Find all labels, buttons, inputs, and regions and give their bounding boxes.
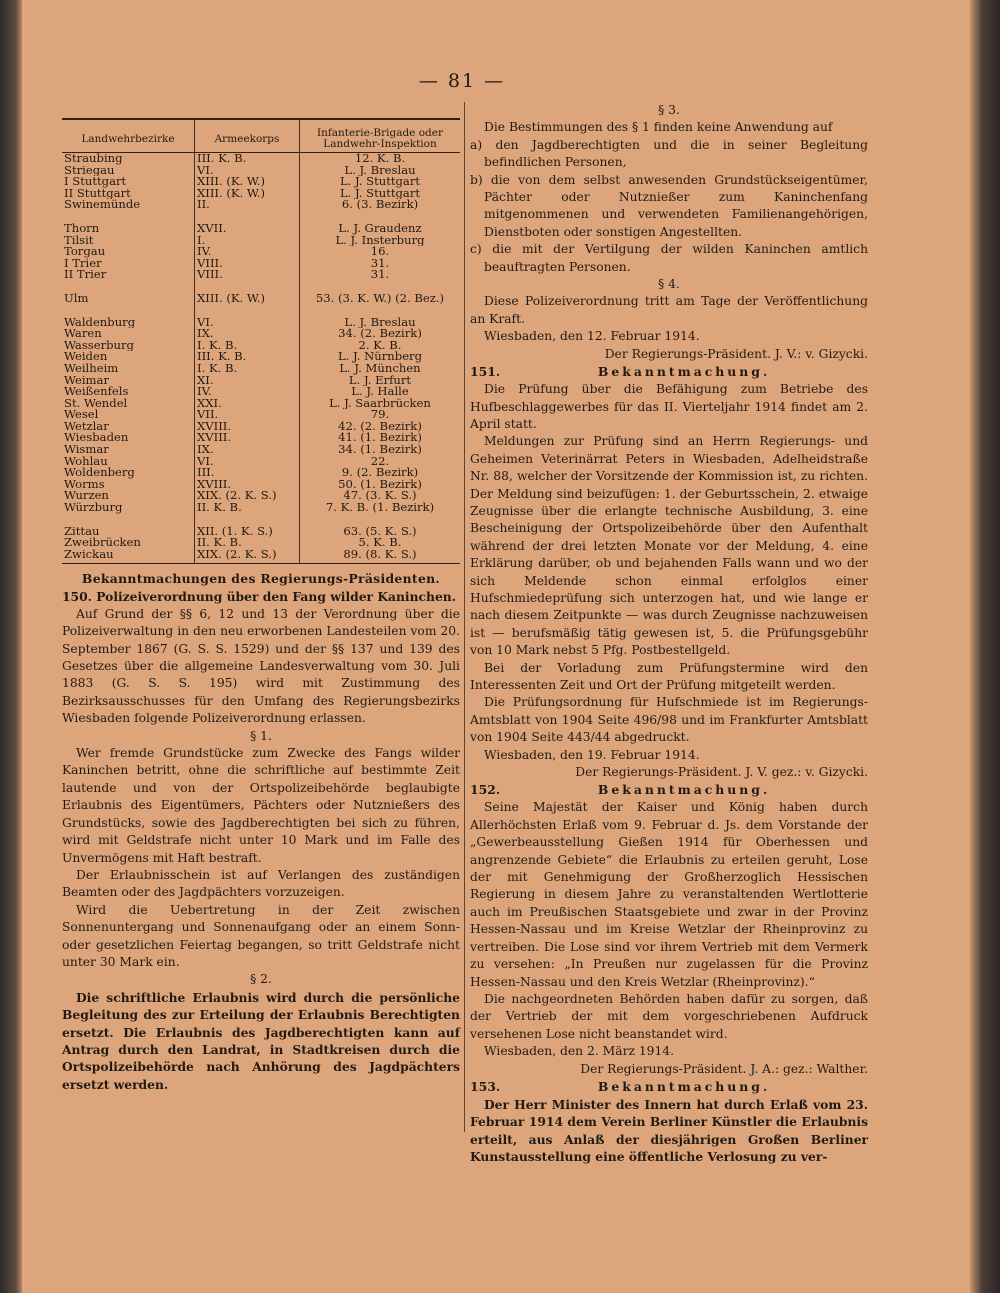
scan-left-edge	[0, 0, 22, 1293]
date-line: Wiesbaden, den 12. Februar 1914.	[484, 329, 700, 344]
brigade-cell: L. J. Insterburg	[300, 235, 461, 247]
table-row	[62, 502, 460, 514]
paragraph: Diese Polizeiverordnung tritt am Tage der Veröffentlichung an Kraft.	[470, 294, 868, 326]
district-cell: Ulm	[64, 292, 89, 305]
list-item: b) die von dem selbst anwesenden Grundstückseigentümer, Pächter oder Nutznießer zum Kaninchenfang mitgenommenen und verwendeten Familienangehörigen, Dienstboten oder sonstigen Angestellten.	[470, 172, 868, 239]
district-table	[62, 118, 460, 564]
army-corps-cell: IV.	[195, 386, 300, 398]
table-header-cell: Landwehrbezirke	[62, 119, 195, 153]
table-row	[62, 537, 460, 549]
district-cell: Swinemünde	[64, 199, 141, 211]
brigade-cell: 9. (2. Bezirk)	[300, 467, 461, 479]
announcement-title: Bekanntmachung.	[597, 1078, 771, 1094]
district-cell: Wismar	[64, 444, 109, 456]
table-row	[62, 328, 460, 340]
district-cell: Striegau	[64, 164, 115, 177]
table-header-row	[62, 119, 460, 153]
brigade-cell: 34. (1. Bezirk)	[300, 444, 461, 456]
section-mark: § 2.	[250, 972, 272, 987]
paragraph: Wird die Uebertretung in der Zeit zwischen Sonnenuntergang und Sonnenaufgang oder an einem Sonn- oder gesetzlichen Feiertag begangen, so tritt Geldstrafe nicht unter 30 Mark ein.	[62, 902, 460, 969]
table-row	[62, 269, 460, 281]
paragraph: Der Erlaubnisschein ist auf Verlangen des zuständigen Beamten oder des Jagdpächters vorzuzeigen.	[62, 867, 460, 900]
army-corps-cell: XVII.	[195, 223, 300, 235]
signature-line: Der Regierungs-Präsident. J. A.: gez.: Walther.	[580, 1061, 868, 1076]
district-cell: Zittau	[64, 525, 100, 538]
district-cell: II Trier	[64, 269, 107, 281]
column-divider	[464, 102, 465, 1132]
army-corps-cell: XI.	[195, 375, 300, 387]
table-body	[62, 153, 460, 564]
paragraph: Der Herr Minister des Innern hat durch Erlaß vom 23. Februar 1914 dem Verein Berliner Künstler die Erlaubnis erteilt, aus Anlaß der diesjährigen Großen Berliner Kunstausstellung eine öffentliche Verlosung zu ver-	[470, 1096, 868, 1165]
table-row	[62, 165, 460, 177]
ordinance-title: 150. Polizeiverordnung über den Fang wilder Kaninchen.	[62, 589, 456, 605]
table-row	[62, 479, 460, 491]
army-corps-cell: III.	[195, 467, 300, 479]
army-corps-cell: II. K. B.	[195, 537, 300, 549]
table-row	[62, 235, 460, 247]
table-row	[62, 293, 460, 305]
brigade-cell: 50. (1. Bezirk)	[300, 479, 461, 491]
table-row	[62, 526, 460, 538]
army-corps-cell: XVIII.	[195, 421, 300, 433]
paragraph: Meldungen zur Prüfung sind an Herrn Regierungs- und Geheimen Veterinärrat Peters in Wiesbaden, Adelheidstraße Nr. 88, welcher der Vorsitzende der Kommission ist, zu richten. Der Meldung sind beizufügen: 1. der Geburtsschein, 2. etwaige Zeugnisse über die erlangte technische Ausbildung, 3. eine Bescheinigung der Ortspolizeibehörde über den Aufenthalt während der drei letzten Monate vor der Meldung, 4. eine Erklärung darüber, ob und bejahenden Falls wann und wo der sich Meldende schon einmal erfolglos einer Hufschmiedeprüfung sich unterzogen hat, und wie lange er nach diesem Zeitpunkte — was durch Zeugnisse nachzuweisen ist — berufsmäßig tätig gewesen ist, 5. die Prüfungsgebühr von 10 Mark nebst 5 Pfg. Postbestellgeld.	[470, 434, 868, 658]
paragraph: Seine Majestät der Kaiser und König haben durch Allerhöchsten Erlaß vom 9. Februar d. Js. dem Vorstande der „Gewerbeausstellung Gießen 1914 für Oberhessen und angrenzende Gebiete“ die Erlaubnis zu erteilen geruht, Lose der mit Genehmigung der Großherzoglich Hessischen Regierung in diesem Jahre zu veranstaltenden Wertlotterie auch im Preußischen Staatsgebiete und zwar in der Provinz Hessen-Nassau und im Kreise Wetzlar der Rheinprovinz zu vertreiben. Die Lose sind vor ihrem Vertrieb mit dem Vermerk zu versehen: „In Preußen nur zugelassen für die Provinz Hessen-Nassau und den Kreis Wetzlar (Rheinprovinz).“	[470, 800, 868, 989]
army-corps-cell: XIII. (K. W.)	[195, 176, 300, 188]
army-corps-cell: VIII.	[195, 269, 300, 281]
table-row	[62, 258, 460, 270]
table-row	[62, 409, 460, 421]
army-corps-cell: III. K. B.	[195, 351, 300, 363]
brigade-cell: 31.	[300, 269, 461, 281]
brigade-cell: L. J. Breslau	[300, 317, 461, 329]
army-corps-cell: XVIII.	[195, 432, 300, 444]
table-row	[62, 340, 460, 352]
brigade-cell: 6. (3. Bezirk)	[300, 199, 461, 211]
announcement-heading	[470, 363, 868, 381]
paragraph: Die schriftliche Erlaubnis wird durch die persönliche Begleitung des zur Erteilung der Erlaubnis Berechtigten ersetzt. Die Erlaubnis des Jagdberechtigten kann auf Antrag durch den Landrat, in Stadtkreisen durch die Ortspolizeibehörde nach Anhörung des Jagdpächters ersetzt werden.	[62, 989, 460, 1092]
section-mark: § 4.	[658, 277, 680, 292]
district-cell: Weiden	[64, 351, 108, 363]
district-cell: Wurzen	[64, 490, 109, 503]
table-spacer	[62, 281, 460, 293]
army-corps-cell: XXI.	[195, 398, 300, 410]
army-corps-cell: IX.	[195, 444, 300, 456]
table-row	[62, 188, 460, 200]
paragraph: Auf Grund der §§ 6, 12 und 13 der Verordnung über die Polizeiverwaltung in den neu erworbenen Landesteilen vom 20. September 1867 (G. S. S. 1529) und der §§ 137 und 139 des Gesetzes über die allgemeine Landesverwaltung vom 30. Juli 1883 (G. S. S. 195) wird mit Zustimmung des Bezirksausschusses für den Umfang des Regierungsbezirks Wiesbaden folgende Polizeiverordnung erlassen.	[62, 606, 460, 726]
table-row	[62, 432, 460, 444]
scan-right-edge	[970, 0, 1000, 1293]
district-cell: I Stuttgart	[64, 176, 127, 188]
left-column	[62, 118, 460, 1093]
table-row	[62, 467, 460, 479]
brigade-cell: 22.	[300, 456, 461, 468]
table-row	[62, 317, 460, 329]
district-cell: Wiesbaden	[64, 432, 129, 445]
district-cell: Torgau	[64, 246, 106, 258]
brigade-cell: L. J. Saarbrücken	[300, 398, 461, 410]
announcement-title: Bekanntmachung.	[597, 364, 771, 380]
district-cell: Waldenburg	[64, 316, 136, 329]
district-cell: II Stuttgart	[64, 187, 131, 200]
brigade-cell: L. J. Graudenz	[300, 223, 461, 235]
right-column	[470, 102, 868, 1166]
brigade-cell: 16.	[300, 246, 461, 258]
announcement-title: Bekanntmachung.	[597, 782, 771, 798]
district-cell: Weißenfels	[64, 386, 129, 398]
document-page	[22, 0, 970, 1293]
district-cell: Zweibrücken	[64, 537, 141, 549]
date-line: Wiesbaden, den 19. Februar 1914.	[484, 747, 700, 762]
brigade-cell: 79.	[300, 409, 461, 421]
paragraph: Die Bestimmungen des § 1 finden keine Anwendung auf	[484, 120, 833, 135]
army-corps-cell: VIII.	[195, 258, 300, 270]
paragraph: Wer fremde Grundstücke zum Zwecke des Fangs wilder Kaninchen betritt, ohne die schriftliche auf bestimmte Zeit lautende und von der Ortspolizeibehörde beglaubigte Erlaubnis des Eigentümers, Pächters oder Nutznießers des Grundstücks, sowie des Jagdberechtigten bei sich zu führen, wird mit Geldstrafe nicht unter 10 Mark und im Falle des Unvermögens mit Haft bestraft.	[62, 746, 460, 865]
brigade-cell: 41. (1. Bezirk)	[300, 432, 461, 444]
district-cell: Worms	[64, 478, 105, 491]
army-corps-cell: XIII. (K. W.)	[195, 188, 300, 200]
brigade-cell: 7. K. B. (1. Bezirk)	[300, 502, 461, 514]
table-row	[62, 223, 460, 235]
list-item: a) den Jagdberechtigten und die in seiner Begleitung befindlichen Personen,	[470, 137, 868, 170]
table-row	[62, 153, 460, 165]
army-corps-cell: II. K. B.	[195, 502, 300, 514]
brigade-cell: 47. (3. K. S.)	[300, 490, 461, 502]
table-header-cell: Infanterie-Brigade oder Landwehr-Inspektion	[300, 119, 461, 153]
brigade-cell: L. J. Stuttgart	[300, 176, 461, 188]
brigade-cell: L. J. Erfurt	[300, 375, 461, 387]
army-corps-cell: I. K. B.	[195, 363, 300, 375]
brigade-cell: L. J. München	[300, 363, 461, 375]
date-line: Wiesbaden, den 2. März 1914.	[484, 1044, 675, 1059]
district-cell: St. Wendel	[64, 397, 128, 410]
table-row	[62, 375, 460, 387]
table-row	[62, 490, 460, 502]
army-corps-cell: XIX. (2. K. S.)	[195, 490, 300, 502]
announcement-number: 151.	[470, 364, 501, 380]
army-corps-cell: XIII. (K. W.)	[195, 293, 300, 305]
section-title: Bekanntmachungen des Regierungs-Präsidenten.	[81, 571, 441, 587]
page-number: — 81 —	[418, 70, 506, 92]
brigade-cell: 53. (3. K. W.) (2. Bez.)	[300, 293, 461, 305]
table-row	[62, 363, 460, 375]
army-corps-cell: VII.	[195, 409, 300, 421]
announcement-heading	[470, 781, 868, 799]
section-mark: § 3.	[658, 103, 680, 117]
army-corps-cell: IV.	[195, 246, 300, 258]
table-row	[62, 398, 460, 410]
district-cell: Woldenberg	[64, 467, 135, 479]
section-mark: § 1.	[250, 728, 272, 743]
district-cell: Wetzlar	[64, 420, 109, 433]
table-header-cell: Armeekorps	[195, 119, 300, 153]
announcement-number: 153.	[470, 1078, 501, 1094]
army-corps-cell: I. K. B.	[195, 340, 300, 352]
brigade-cell: 63. (5. K. S.)	[300, 526, 461, 538]
brigade-cell: L. J. Stuttgart	[300, 188, 461, 200]
table-row	[62, 456, 460, 468]
army-corps-cell: XII. (1. K. S.)	[195, 526, 300, 538]
table-row	[62, 176, 460, 188]
brigade-cell: L. J. Nürnberg	[300, 351, 461, 363]
district-cell: Straubing	[64, 152, 123, 165]
table-row	[62, 386, 460, 398]
table-row	[62, 549, 460, 561]
army-corps-cell: III. K. B.	[195, 153, 300, 165]
table-row	[62, 444, 460, 456]
table-row	[62, 246, 460, 258]
signature-line: Der Regierungs-Präsident. J. V. gez.: v. Gizycki.	[575, 765, 868, 780]
district-cell: Tilsit	[64, 234, 94, 247]
table-row	[62, 421, 460, 433]
table-row	[62, 351, 460, 363]
army-corps-cell: II.	[195, 199, 300, 211]
district-cell: Waren	[64, 328, 102, 340]
brigade-cell: L. J. Breslau	[300, 165, 461, 177]
district-cell: Weilheim	[64, 362, 119, 375]
paragraph: Die Prüfungsordnung für Hufschmiede ist im Regierungs-Amtsblatt von 1904 Seite 496/98 und im Frankfurter Amtsblatt von 1904 Seite 443/44 abgedruckt.	[470, 695, 868, 745]
army-corps-cell: VI.	[195, 317, 300, 329]
paragraph: Bei der Vorladung zum Prüfungstermine wird den Interessenten Zeit und Ort der Prüfung mitgeteilt werden.	[470, 660, 868, 692]
army-corps-cell: VI.	[195, 165, 300, 177]
brigade-cell: 2. K. B.	[300, 340, 461, 352]
brigade-cell: 31.	[300, 258, 461, 270]
table-row	[62, 199, 460, 211]
paragraph: Die nachgeordneten Behörden haben dafür zu sorgen, daß der Vertrieb der mit dem vorgeschriebenen Aufdruck versehenen Lose nicht beanstandet wird.	[470, 991, 868, 1041]
brigade-cell: 34. (2. Bezirk)	[300, 328, 461, 340]
district-cell: Weimar	[64, 374, 109, 387]
signature-line: Der Regierungs-Präsident. J. V.: v. Gizycki.	[604, 346, 868, 361]
army-corps-cell: VI.	[195, 456, 300, 468]
district-cell: Zwickau	[64, 548, 114, 561]
army-corps-cell: IX.	[195, 328, 300, 340]
brigade-cell: 89. (8. K. S.)	[300, 549, 461, 561]
table-spacer	[62, 305, 460, 317]
table-spacer	[62, 211, 460, 223]
district-cell: Würzburg	[64, 502, 123, 514]
brigade-cell: L. J. Halle	[300, 386, 461, 398]
list-item: c) die mit der Vertilgung der wilden Kaninchen amtlich beauftragten Personen.	[470, 242, 868, 274]
brigade-cell: 12. K. B.	[300, 153, 461, 165]
army-corps-cell: I.	[195, 235, 300, 247]
announcement-number: 152.	[470, 782, 501, 798]
district-cell: Wohlau	[64, 455, 108, 468]
paragraph: Die Prüfung über die Befähigung zum Betriebe des Hufbeschlaggewerbes für das II. Vierteljahr 1914 findet am 2. April statt.	[470, 382, 868, 431]
announcement-heading	[470, 1078, 868, 1096]
district-cell: I Trier	[64, 257, 102, 270]
army-corps-cell: XVIII.	[195, 479, 300, 491]
army-corps-cell: XIX. (2. K. S.)	[195, 549, 300, 561]
district-cell: Wasserburg	[64, 339, 134, 352]
table-spacer	[62, 560, 460, 564]
district-cell: Thorn	[64, 222, 100, 235]
district-cell: Wesel	[64, 409, 99, 421]
brigade-cell: 42. (2. Bezirk)	[300, 421, 461, 433]
table-spacer	[62, 514, 460, 526]
brigade-cell: 5. K. B.	[300, 537, 461, 549]
